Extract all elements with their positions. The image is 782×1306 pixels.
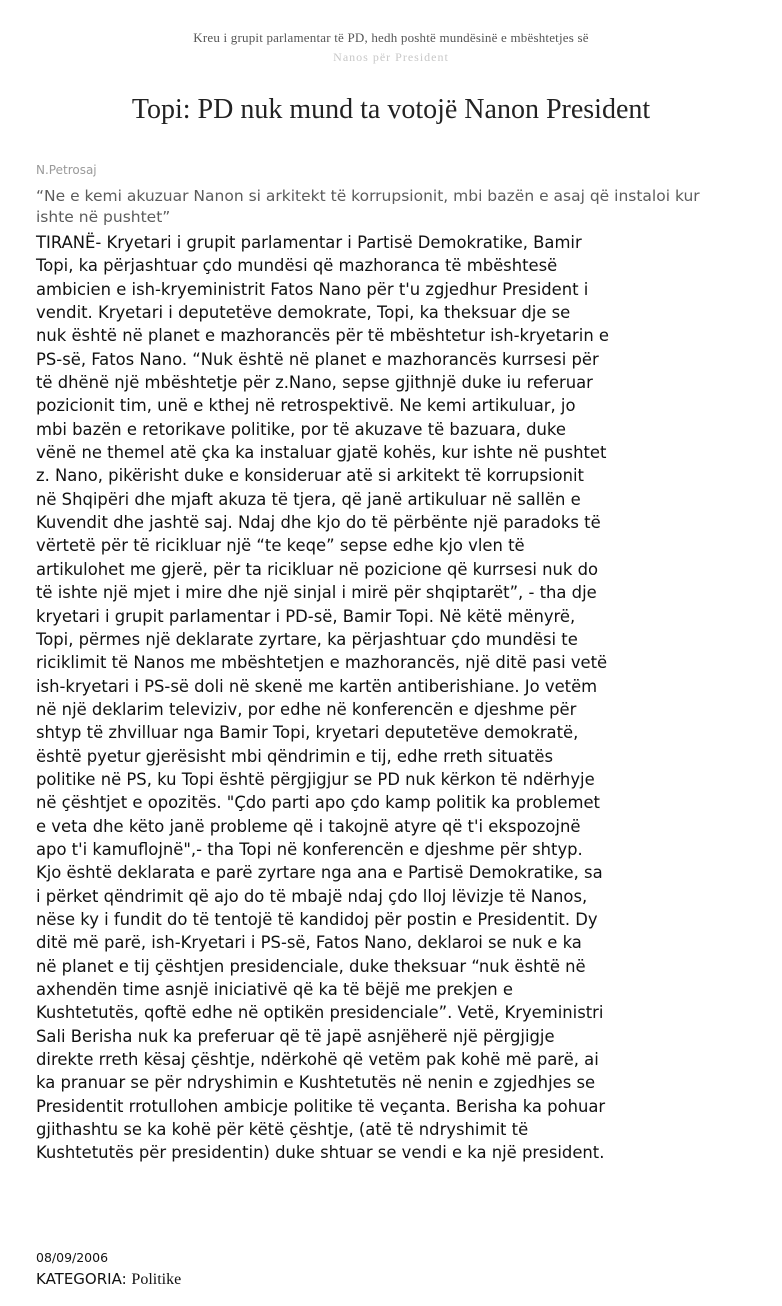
article-body-line: riciklimit të Nanos me mbështetjen e mazhorancës, një ditë pasi vetë (36, 653, 608, 673)
article-body-line: të dhënë një mbështetje për z.Nano, sepse gjithnjë duke iu referuar (36, 373, 593, 393)
article-body-line: politike në PS, ku Topi është përgjigjur se PD nuk kërkon të ndërhyje (36, 769, 595, 789)
category-label: KATEGORIA: (36, 1270, 127, 1288)
article-body-line: në planet e tij çështjen presidenciale, duke theksuar “nuk është në (36, 956, 586, 976)
article-body-line: Kushtetutës për presidentin) duke shtuar se vendi e ka një president. (36, 1143, 605, 1163)
article-body-line: e veta dhe këto janë probleme që i takojnë atyre që t'i ekspozojnë (36, 816, 581, 836)
article-body-line: Presidentit rrotullohen ambicje politike të veçanta. Berisha ka pohuar (36, 1096, 606, 1116)
category-value: Politike (131, 1271, 182, 1288)
article-body (36, 231, 752, 1165)
article-body-line: Sali Berisha nuk ka preferuar që të japë asnjëherë një përgjigje (36, 1026, 555, 1046)
article-kicker: Kreu i grupit parlamentar të PD, hedh poshtë mundësinë e mbështetjes së (193, 30, 589, 45)
article-category (36, 1270, 181, 1289)
article-body-line: Kuvendit dhe jashtë saj. Ndaj dhe kjo do të përbënte një paradoks të (36, 513, 601, 533)
article-body-line: ka pranuar se për ndryshimin e Kushtetutës në nenin e zgjedhjes se (36, 1073, 596, 1093)
article-body-line: PS-së, Fatos Nano. “Nuk është në planet e mazhorancës kurrsesi për (36, 349, 599, 369)
article-body-line: vendit. Kryetari i deputetëve demokrate, Topi, ka theksuar dje se (36, 303, 571, 323)
article-body-line: kryetari i grupit parlamentar i PD-së, Bamir Topi. Në këtë mënyrë, (36, 606, 576, 626)
article-body-line: në një deklarim televiziv, por edhe në konferencën e djeshme për (36, 699, 577, 719)
article-body-line: ish-kryetari i PS-së doli në skenë me kartën antiberishiane. Jo vetëm (36, 676, 598, 696)
article-body-line: z. Nano, pikërisht duke e konsideruar atë si arkitekt të korrupsionit (36, 466, 584, 486)
article-headline: Topi: PD nuk mund ta votojë Nanon President (131, 94, 651, 125)
article-body-line: direkte rreth kësaj çështje, ndërkohë që vetëm pak kohë më parë, ai (36, 1050, 599, 1070)
article-date: 08/09/2006 (36, 1250, 109, 1265)
article-body-line: mbi bazën e retorikave politike, por të akuzave të bazuara, duke (36, 419, 566, 439)
article-body-line: në Shqipëri dhe mjaft akuza të tjera, që janë artikuluar në sallën e (36, 489, 581, 509)
article-body-line: nëse ky i fundit do të tentojë të kandidoj për postin e Presidentit. Dy (36, 909, 598, 929)
article-lead: “Ne e kemi akuzuar Nanon si arkitekt të korrupsionit, mbi bazën e asaj që instaloi kur ishte në pushtet” (36, 187, 700, 226)
article-body-line: në çështjet e opozitës. "Çdo parti apo çdo kamp politik ka problemet (36, 793, 600, 813)
article-byline: N.Petrosaj (36, 163, 97, 177)
article-body-line: Topi, përmes një deklarate zyrtare, ka përjashtuar çdo mundësi te (36, 629, 578, 649)
article-body-line: vërtetë për të ricikluar një “te keqe” sepse edhe kjo vlen të (36, 536, 525, 556)
article-body-line: Topi, ka përjashtuar çdo mundësi që mazhoranca të mbështesë (36, 256, 558, 276)
article-body-line: shtyp të zhvilluar nga Bamir Topi, kryetari deputetëve demokratë, (36, 723, 579, 743)
article-body-line: gjithashtu se ka kohë për këtë çështje, (atë të ndryshimit të (36, 1120, 529, 1140)
article-body-line: axhendën time asnjë iniciativë që ka të bëjë me prekjen e (36, 980, 513, 999)
article-body-line: vënë ne themel atë çka ka instaluar gjatë kohës, kur ishte në pushtet (36, 443, 607, 463)
article-body-line: pozicionit tim, unë e kthej në retrospektivë. Ne kemi artikuluar, jo (36, 396, 576, 416)
article-body-line: nuk është në planet e mazhorancës për të mbështetur ish-kryetarin e (36, 326, 610, 346)
article-body-line: Kushtetutës, qoftë edhe në optikën presidenciale”. Vetë, Kryeministri (36, 1003, 604, 1023)
article-body-line: është pyetur gjerësisht mbi qëndrimin e tij, edhe rreth situatës (36, 746, 554, 766)
article-kicker-line2: Nanos për President (333, 50, 449, 64)
article-body-line: ditë më parë, ish-Kryetari i PS-së, Fatos Nano, deklaroi se nuk e ka (36, 933, 582, 953)
article-body-line: apo t'i kamuflojnë",- tha Topi në konferencën e djeshme për shtyp. (36, 839, 583, 859)
article-body-line: TIRANË- Kryetari i grupit parlamentar i Partisë Demokratike, Bamir (36, 233, 582, 252)
article-body-line: Kjo është deklarata e parë zyrtare nga ana e Partisë Demokratike, sa (36, 863, 603, 883)
article-body-line: i përket qëndrimit që ajo do të mbajë ndaj çdo lloj lëvizje të Nanos, (36, 886, 588, 906)
article-body-line: ambicien e ish-kryeministrit Fatos Nano për t'u zgjedhur President i (36, 279, 589, 299)
article-body-line: të ishte një mjet i mire dhe një sinjal i mirë për shqiptarët”, - tha dje (36, 583, 597, 603)
article-body-line: artikulohet me gjerë, për ta ricikluar në pozicione që kurrsesi nuk do (36, 559, 599, 579)
